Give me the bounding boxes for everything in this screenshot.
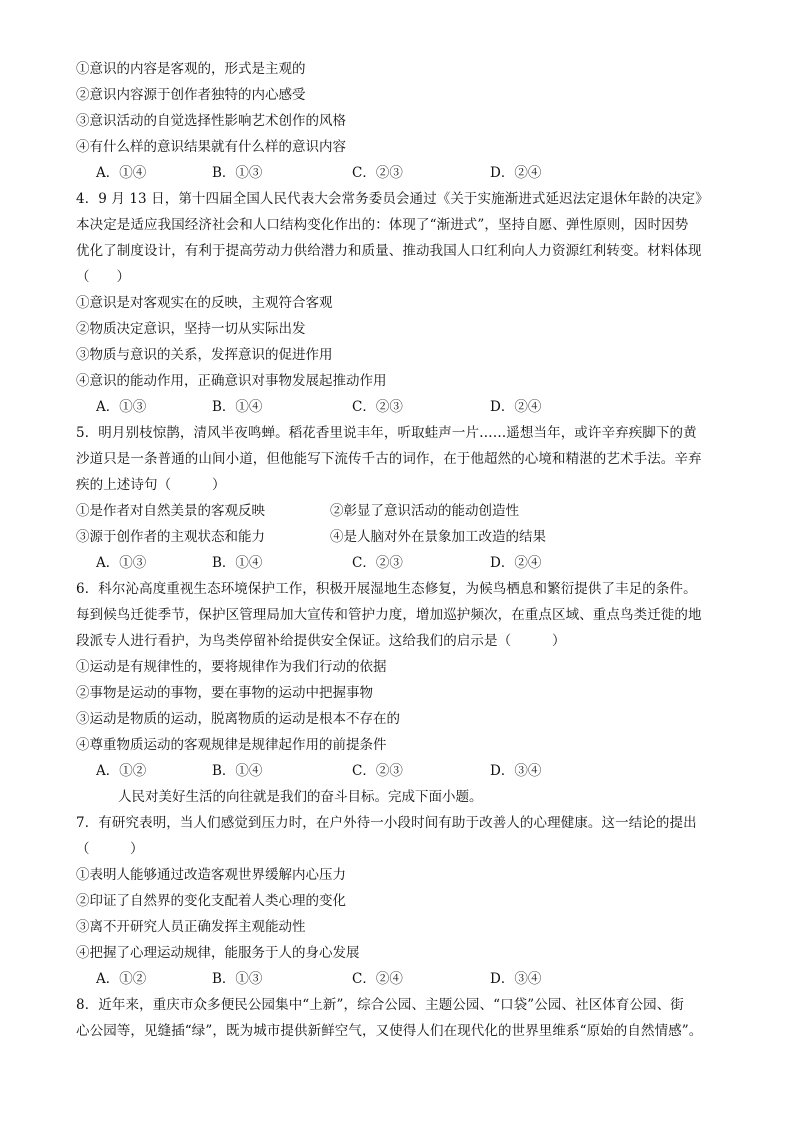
q5-item-3: ③源于创作者的主观状态和能力 — [76, 529, 265, 545]
q6-stem-line-2: 每到候鸟迁徙季节，保护区管理局加大宣传和管护力度，增加巡护频次，在重点区域、重点鸟类迁徙的地 — [76, 607, 702, 623]
q4-stem-line-1: 4．9 月 13 日，第十四届全国人民代表大会常务委员会通过《关于实施渐进式延迟法定退休年龄的决定》 — [76, 191, 709, 207]
q6-item-3: ③运动是物质的运动，脱离物质的运动是根本不存在的 — [76, 711, 400, 727]
q4-stem-line-2: 本决定是适应我国经济社会和人口结构变化作出的：体现了“渐进式”，坚持自愿、弹性原则，因时因势 — [76, 217, 689, 233]
q4-item-1: ①意识是对客观实在的反映，主观符合客观 — [76, 295, 333, 311]
q4-option-b[interactable]: B．①④ — [212, 399, 263, 415]
q6-option-c[interactable]: C．②③ — [352, 763, 403, 779]
q4-item-3: ③物质与意识的关系，发挥意识的促进作用 — [76, 347, 333, 363]
q4-option-c[interactable]: C．②③ — [352, 399, 403, 415]
q6-stem-line-1: 6．科尔沁高度重视生态环境保护工作，积极开展湿地生态修复，为候鸟栖息和繁衍提供了丰足的条件。 — [76, 581, 697, 597]
q7-option-c[interactable]: C．②④ — [352, 971, 403, 987]
q3-item-4: ④有什么样的意识结果就有什么样的意识内容 — [76, 139, 346, 155]
q3-item-3: ③意识活动的自觉选择性影响艺术创作的风格 — [76, 113, 346, 129]
q5-stem-line-3: 疾的上述诗句（ ） — [76, 477, 226, 493]
q7-answer-blank: （ ） — [76, 841, 144, 857]
q3-option-d[interactable]: D．②④ — [490, 165, 542, 181]
q6-stem-line-3: 段派专人进行看护，为鸟类停留补给提供安全保证。这给我们的启示是（ ） — [76, 633, 566, 649]
q3-option-a[interactable]: A．①④ — [96, 165, 147, 181]
q3-item-1: ①意识的内容是客观的，形式是主观的 — [76, 61, 306, 77]
q5-item-4: ④是人脑对外在景象加工改造的结果 — [330, 529, 546, 545]
q5-options — [96, 554, 736, 574]
q3-options — [96, 164, 736, 184]
q6-option-d[interactable]: D．③④ — [490, 763, 542, 779]
q6-item-1: ①运动是有规律性的，要将规律作为我们行动的依据 — [76, 659, 387, 675]
q5-option-b[interactable]: B．①④ — [212, 555, 263, 571]
q5-option-a[interactable]: A．①③ — [96, 555, 147, 571]
q5-item-1: ①是作者对自然美景的客观反映 — [76, 503, 265, 519]
q7-option-a[interactable]: A．①② — [96, 971, 147, 987]
q5-stem-line-2: 沙道只是一条普通的山间小道，但他能写下流传千古的词作，在于他超然的心境和精湛的艺术手法。辛弃 — [76, 451, 702, 467]
q4-stem-line-3: 优化了制度设计，有利于提高劳动力供给潜力和质量、推动我国人口红利向人力资源红利转变。材料体现 — [76, 243, 702, 259]
q3-item-2: ②意识内容源于创作者独特的内心感受 — [76, 87, 306, 103]
q6-option-b[interactable]: B．①④ — [212, 763, 263, 779]
q6-option-a[interactable]: A．①② — [96, 763, 147, 779]
q5-option-d[interactable]: D．②④ — [490, 555, 542, 571]
q5-option-c[interactable]: C．②③ — [352, 555, 403, 571]
q3-option-c[interactable]: C．②③ — [352, 165, 403, 181]
q7-option-d[interactable]: D．③④ — [490, 971, 542, 987]
q8-stem-line-1: 8．近年来，重庆市众多便民公园集中“上新”，综合公园、主题公园、“口袋”公园、社区体育公园、街 — [76, 997, 684, 1013]
q7-item-2: ②印证了自然界的变化支配着人类心理的变化 — [76, 893, 346, 909]
q7-item-4: ④把握了心理运动规律，能服务于人的身心发展 — [76, 945, 360, 961]
q6-options — [96, 762, 736, 782]
q4-answer-blank: （ ） — [76, 269, 130, 285]
q8-stem-line-2: 心公园等，见缝插“绿”，既为城市提供新鲜空气，又使得人们在现代化的世界里维系“原始的自然情感”。 — [76, 1023, 703, 1039]
q7-item-1: ①表明人能够通过改造客观世界缓解内心压力 — [76, 867, 346, 883]
q7-option-b[interactable]: B．①③ — [212, 971, 263, 987]
q6-item-2: ②事物是运动的事物，要在事物的运动中把握事物 — [76, 685, 373, 701]
q7-item-3: ③离不开研究人员正确发挥主观能动性 — [76, 919, 306, 935]
q6-item-4: ④尊重物质运动的客观规律是规律起作用的前提条件 — [76, 737, 387, 753]
q5-stem-line-1: 5．明月别枝惊鹊，清风半夜鸣蝉。稻花香里说丰年，听取蛙声一片……遥想当年，或许辛弃疾脚下的黄 — [76, 425, 697, 441]
q7-stem-line-1: 7．有研究表明，当人们感觉到压力时，在户外待一小段时间有助于改善人的心理健康。这一结论的提出 — [76, 815, 697, 831]
q4-option-a[interactable]: A．①③ — [96, 399, 147, 415]
q7-options — [96, 970, 736, 990]
q4-item-4: ④意识的能动作用，正确意识对事物发展起推动作用 — [76, 373, 387, 389]
q4-options — [96, 398, 736, 418]
group-intro: 人民对美好生活的向往就是我们的奋斗目标。完成下面小题。 — [118, 789, 483, 805]
q4-item-2: ②物质决定意识，坚持一切从实际出发 — [76, 321, 306, 337]
q3-option-b[interactable]: B．①③ — [212, 165, 263, 181]
q5-item-2: ②彰显了意识活动的能动创造性 — [330, 503, 519, 519]
q4-option-d[interactable]: D．②④ — [490, 399, 542, 415]
